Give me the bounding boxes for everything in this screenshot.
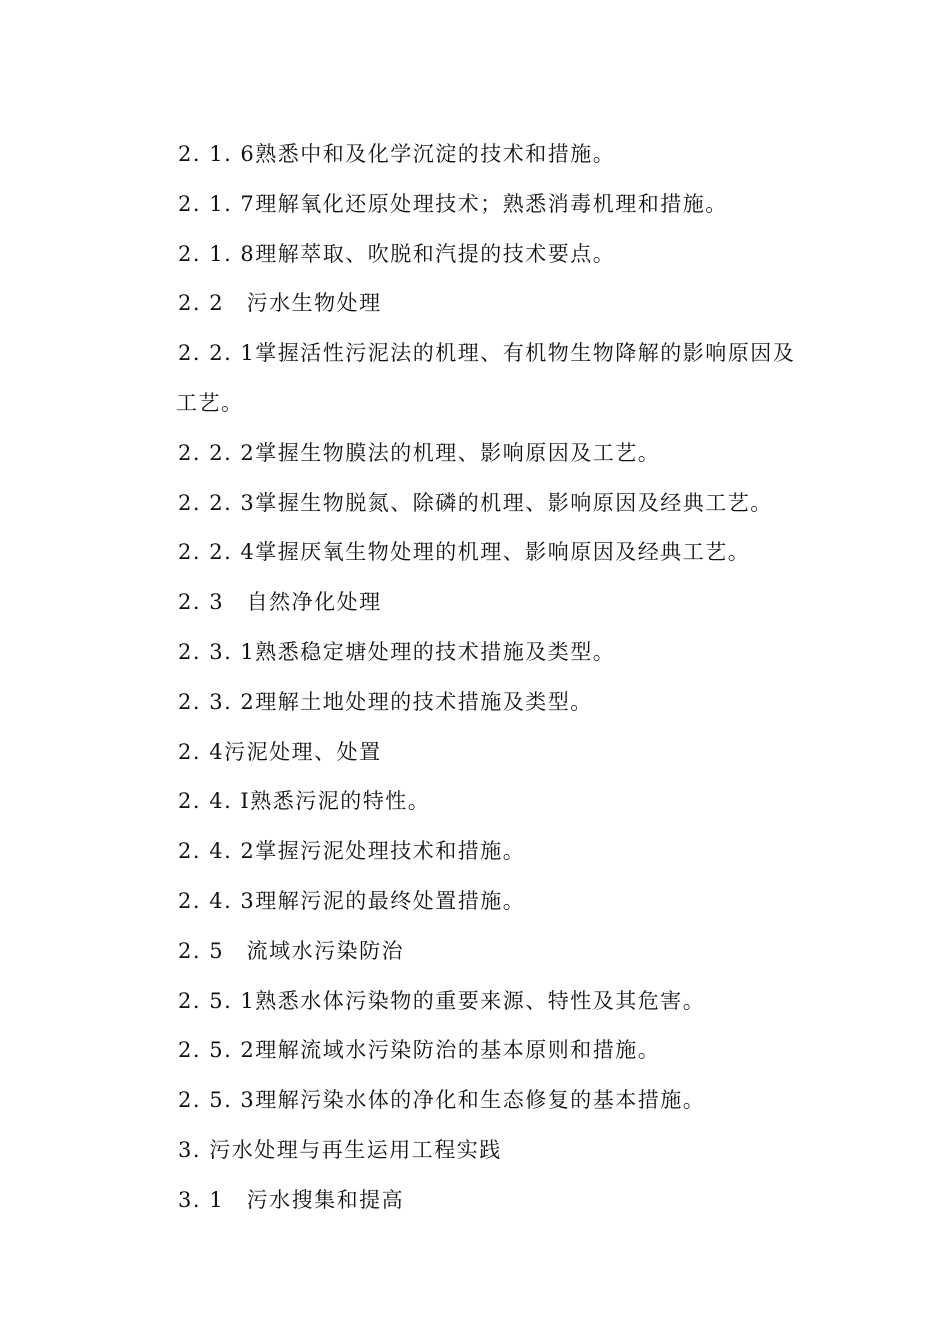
section-heading: 2. 2 污水生物处理 [178, 291, 382, 316]
section-heading: 2. 4污泥处理、处置 [178, 739, 382, 764]
text-line: 2. 1. 6熟悉中和及化学沉淀的技术和措施。 [178, 142, 616, 166]
section-heading: 3. 1 污水搜集和提高 [178, 1187, 405, 1212]
chapter-heading: 3. 污水处理与再生运用工程实践 [178, 1137, 502, 1162]
text-line-continuation: 工艺。 [176, 390, 244, 415]
document-body [178, 130, 828, 1226]
text-line: 2. 5. 2理解流域水污染防治的基本原则和措施。 [178, 1038, 661, 1063]
text-line: 2. 3. 1熟悉稳定塘处理的技术措施及类型。 [178, 639, 616, 664]
text-line: 2. 5. 1熟悉水体污染物的重要来源、特性及其危害。 [178, 988, 706, 1013]
text-line: 2. 4. I熟悉污泥的特性。 [178, 789, 431, 814]
text-line: 2. 2. 4掌握厌氧生物处理的机理、影响原因及经典工艺。 [178, 540, 751, 565]
text-line: 2. 2. 2掌握生物膜法的机理、影响原因及工艺。 [178, 440, 661, 465]
section-heading: 2. 5 流域水污染防治 [178, 938, 405, 963]
text-line: 2. 1. 8理解萃取、吹脱和汽提的技术要点。 [178, 241, 616, 266]
text-line: 2. 4. 2掌握污泥处理技术和措施。 [178, 839, 526, 864]
text-line: 2. 5. 3理解污染水体的净化和生态修复的基本措施。 [178, 1088, 706, 1113]
section-heading: 2. 3 自然净化处理 [178, 590, 382, 615]
text-line: 2. 1. 7理解氧化还原处理技术；熟悉消毒机理和措施。 [178, 191, 728, 216]
text-line: 2. 2. 1掌握活性污泥法的机理、有机物生物降解的影响原因及 [178, 341, 796, 366]
text-line: 2. 2. 3掌握生物脱氮、除磷的机理、影响原因及经典工艺。 [178, 490, 773, 515]
text-line: 2. 3. 2理解土地处理的技术措施及类型。 [178, 689, 593, 714]
text-line: 2. 4. 3理解污泥的最终处置措施。 [178, 888, 526, 913]
